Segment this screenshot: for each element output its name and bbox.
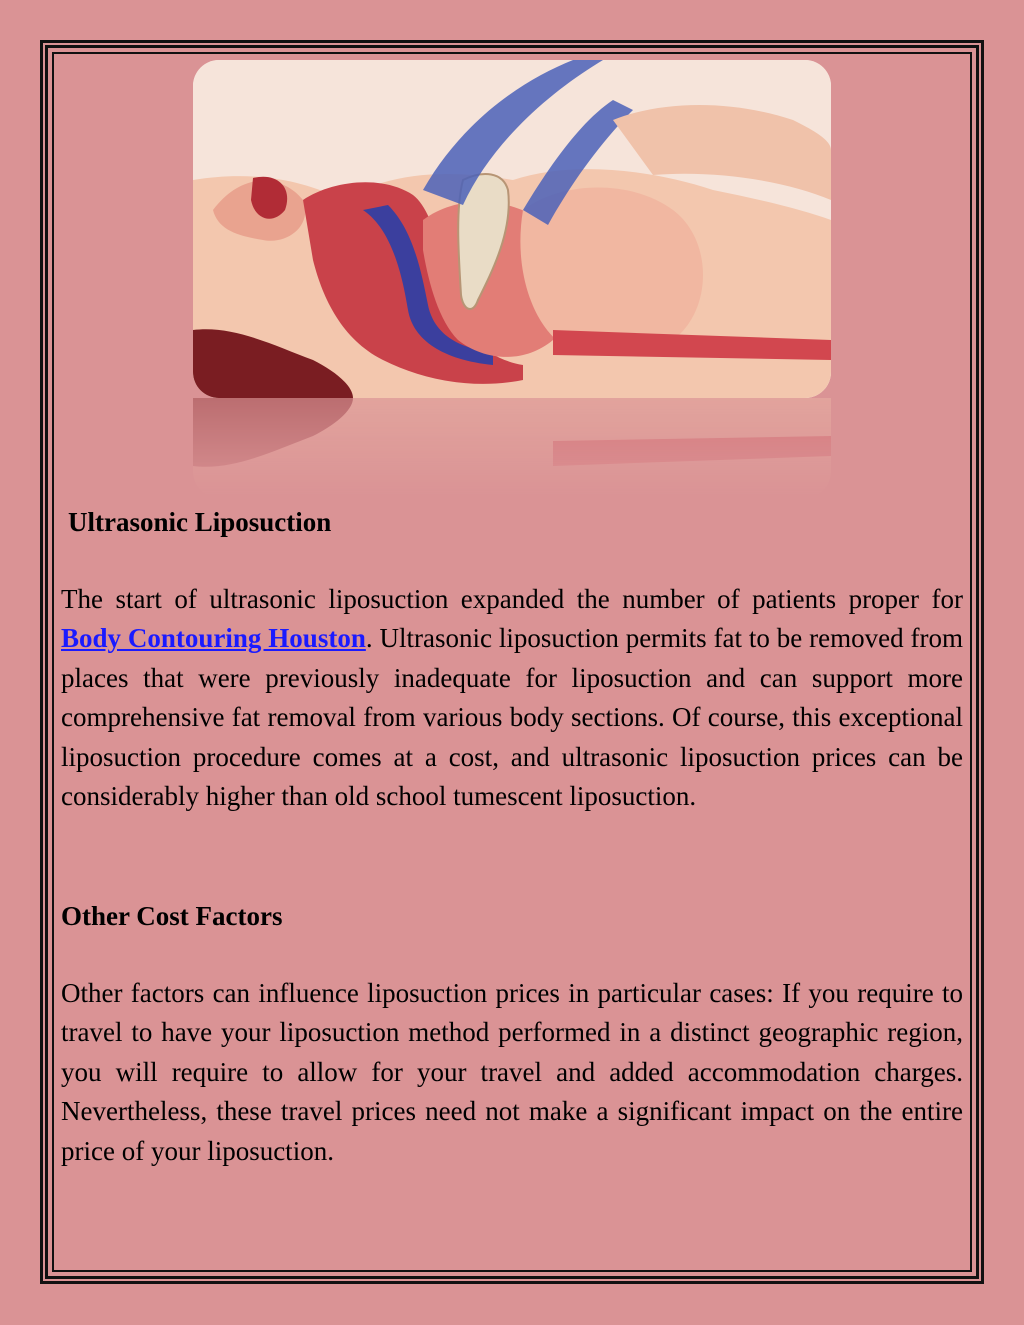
section-heading-ultrasonic: Ultrasonic Liposuction	[68, 507, 332, 537]
airway-illustration	[193, 60, 831, 398]
body-contouring-link[interactable]: Body Contouring Houston	[61, 623, 366, 654]
ultrasonic-paragraph	[61, 580, 963, 816]
cost-factors-paragraph: Other factors can influence liposuction prices in particular cases: If you require to travel to have your liposuction method performed in a distinct geographic region, you will require to allow for your travel and added accommodation charges. Nevertheless, these travel prices need not make a significant impact on the entire price of your liposuction.	[61, 978, 963, 1166]
illustration-reflection	[193, 398, 831, 498]
paragraph-text-start: The start of ultrasonic liposuction expanded the number of patients proper for	[61, 584, 963, 614]
paragraph-text-end: . Ultrasonic liposuction permits fat to be removed from places that were previously inadequate for liposuction and can support more comprehensive fat removal from various body sections. Of course, this exceptional liposuction procedure comes at a cost, and ultrasonic liposuction prices can be considerably higher than old school tumescent liposuction.	[61, 623, 963, 812]
section-heading-cost-factors: Other Cost Factors	[61, 901, 283, 931]
